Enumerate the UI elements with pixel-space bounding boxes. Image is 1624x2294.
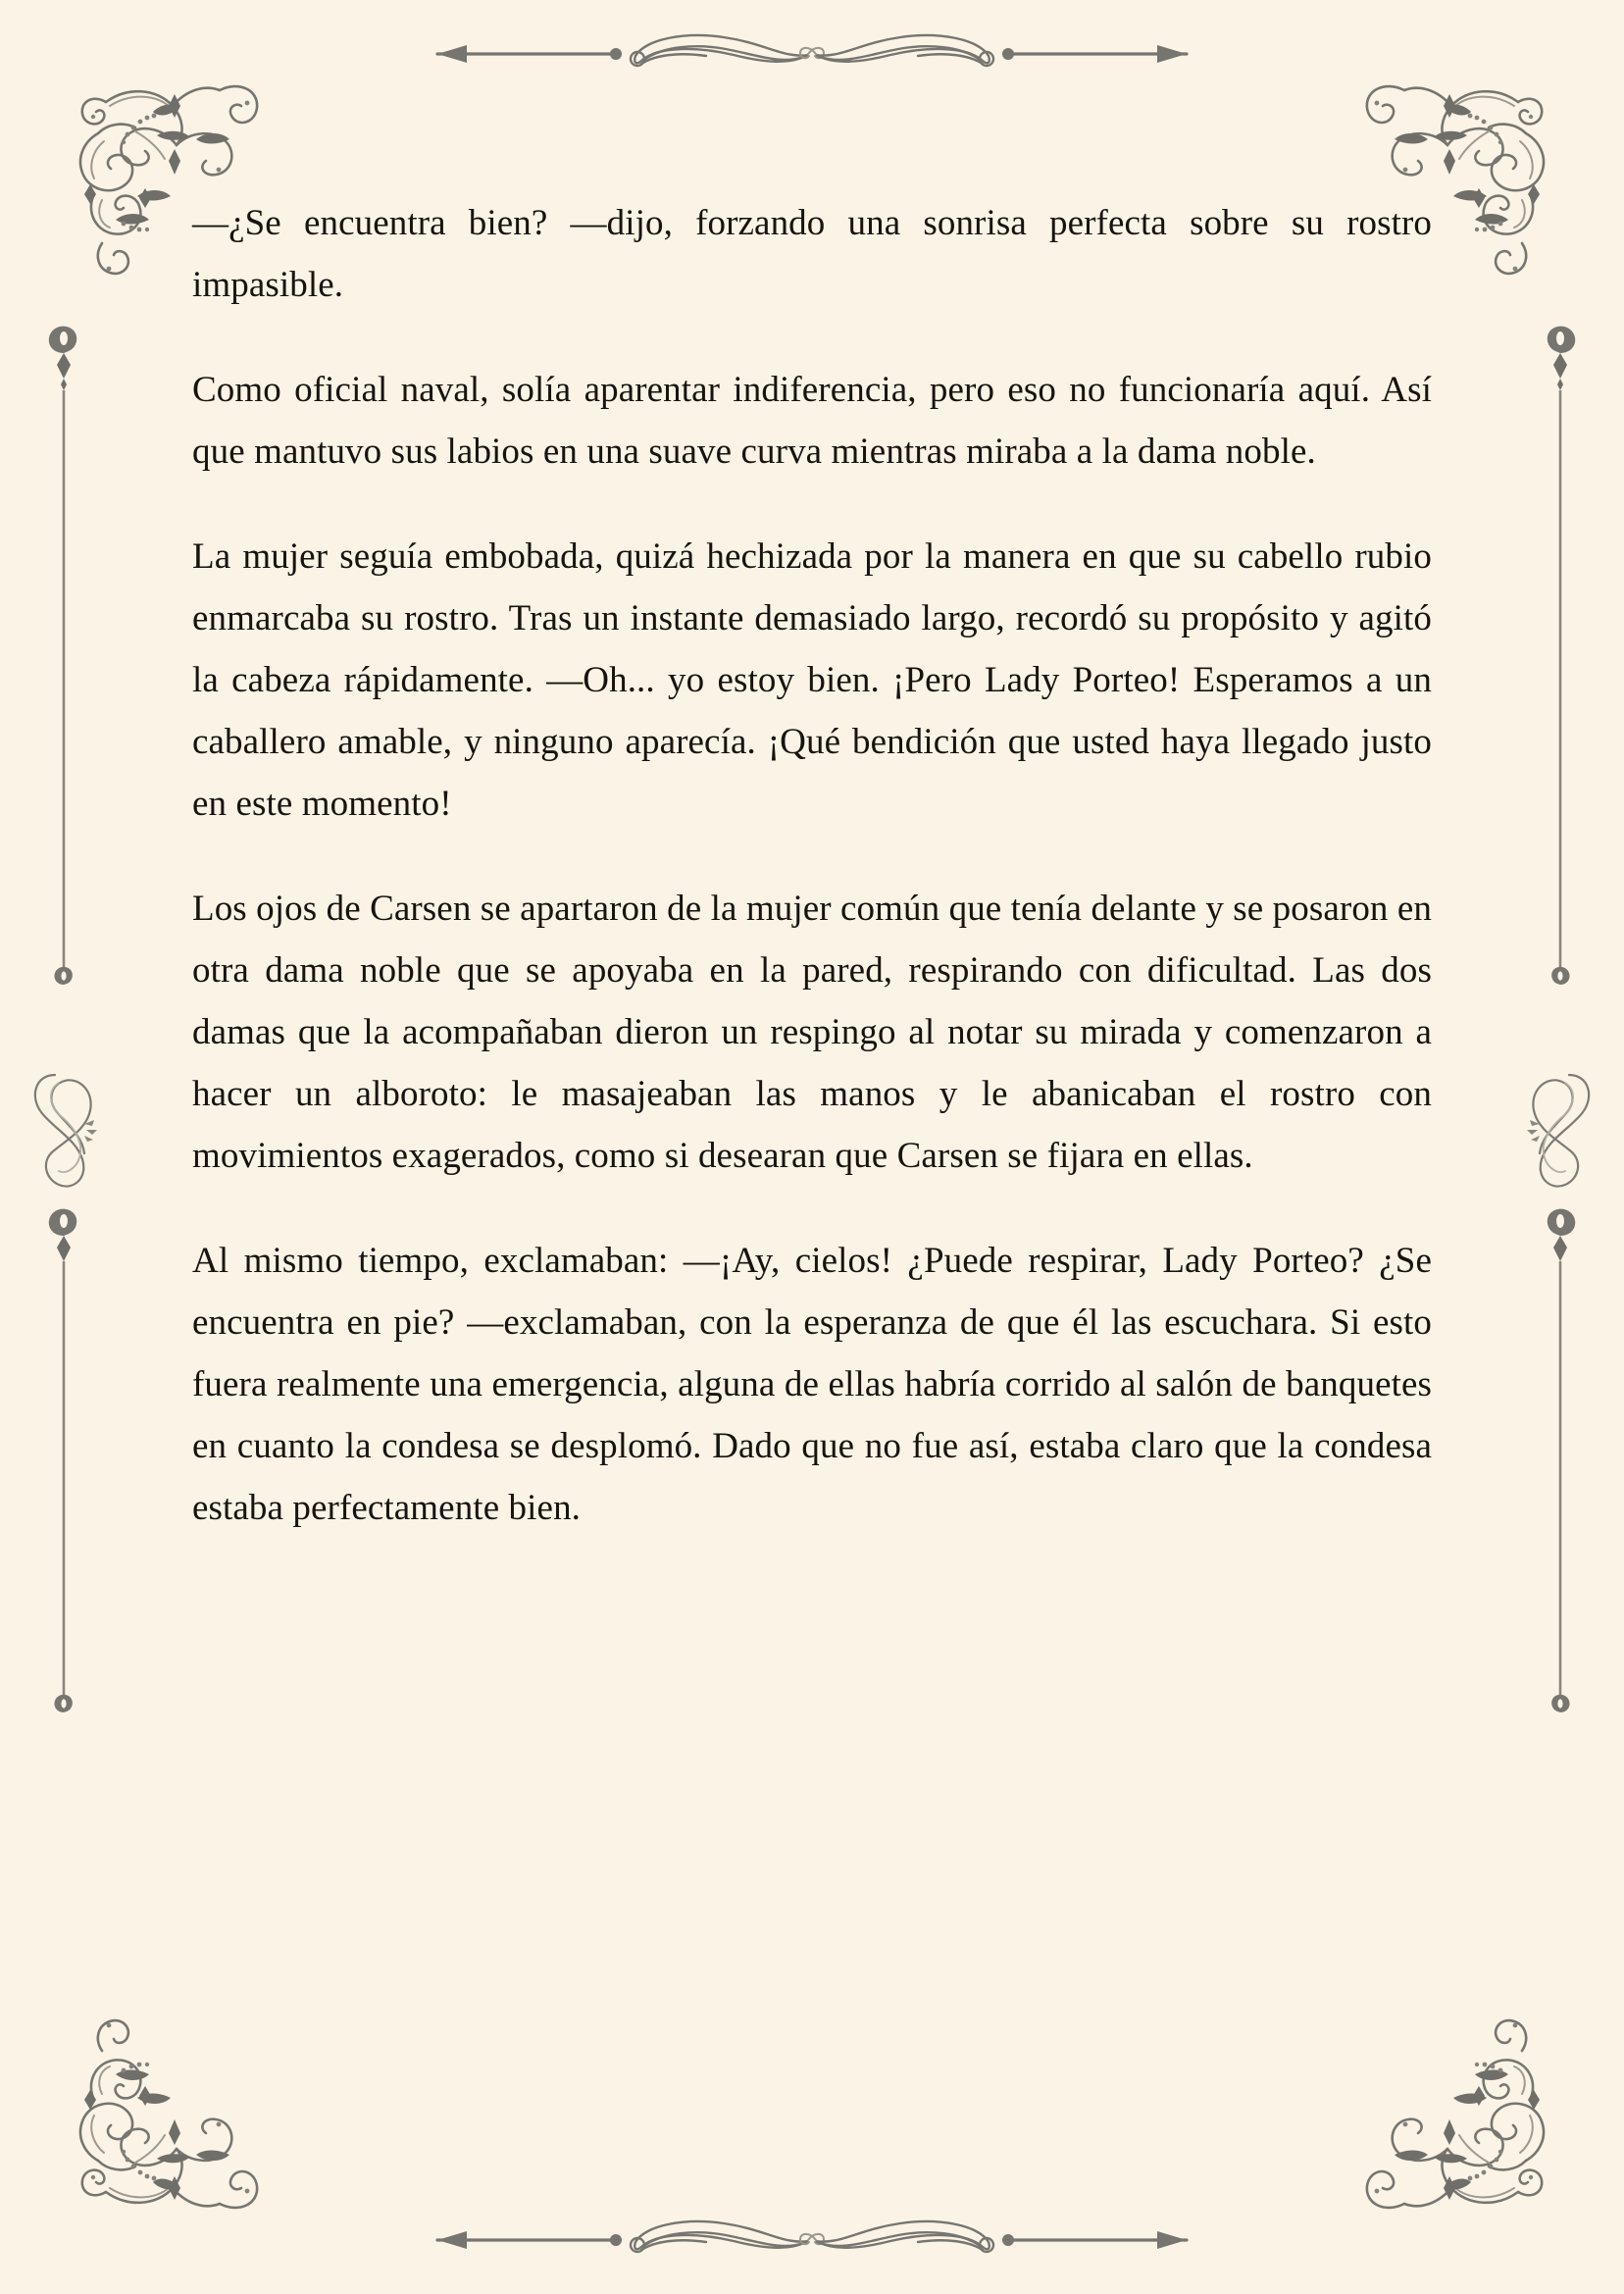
paragraph-2: Como oficial naval, solía aparentar indiferencia, pero eso no funcionaría aquí. Así que mantuvo sus labios en una suave curva mientras miraba a la dama noble. <box>192 370 1432 472</box>
paragraph-1: —¿Se encuentra bien? —dijo, forzando una sonrisa perfecta sobre su rostro impasible. <box>192 203 1432 305</box>
body-text-column <box>192 192 1432 2137</box>
side-rule-right-upper <box>1516 314 1604 1000</box>
divider-top <box>322 25 1302 82</box>
paragraph-5: Al mismo tiempo, exclamaban: —¡Ay, cielos! ¿Puede respirar, Lady Porteo? ¿Se encuentra en pie? —exclamaban, con la esperanza de que él las escuchara. Si esto fuera realmente una emergencia, alguna de ellas habría corrido al salón de banquetes en cuanto la condesa se desplomó. Dado que no fue así, estaba claro que la condesa estaba perfectamente bien. <box>192 1241 1432 1528</box>
knot-ornament-right <box>1518 1059 1602 1197</box>
divider-bottom <box>322 2212 1302 2269</box>
knot-ornament-left <box>22 1059 106 1197</box>
paragraph-3: La mujer seguía embobada, quizá hechizada por la manera en que su cabello rubio enmarcaba su rostro. Tras un instante demasiado largo, recordó su propósito y agitó la cabeza rápidamente. —Oh... yo estoy bien. ¡Pero Lady Porteo! Esperamos a un caballero amable, y ninguno aparecía. ¡Qué bendición que usted haya llegado justo en este momento! <box>192 536 1432 824</box>
paragraph-4: Los ojos de Carsen se apartaron de la mujer común que tenía delante y se posaron en otra dama noble que se apoyaba en la pared, respirando con dificultad. Las dos damas que la acompañaban dieron un respingo al notar su mirada y comenzaron a hacer un alboroto: le masajeaban las manos y le abanicaban el rostro con movimientos exagerados, como si desearan que Carsen se fijara en ellas. <box>192 889 1432 1176</box>
side-rule-left-upper <box>20 314 108 1000</box>
